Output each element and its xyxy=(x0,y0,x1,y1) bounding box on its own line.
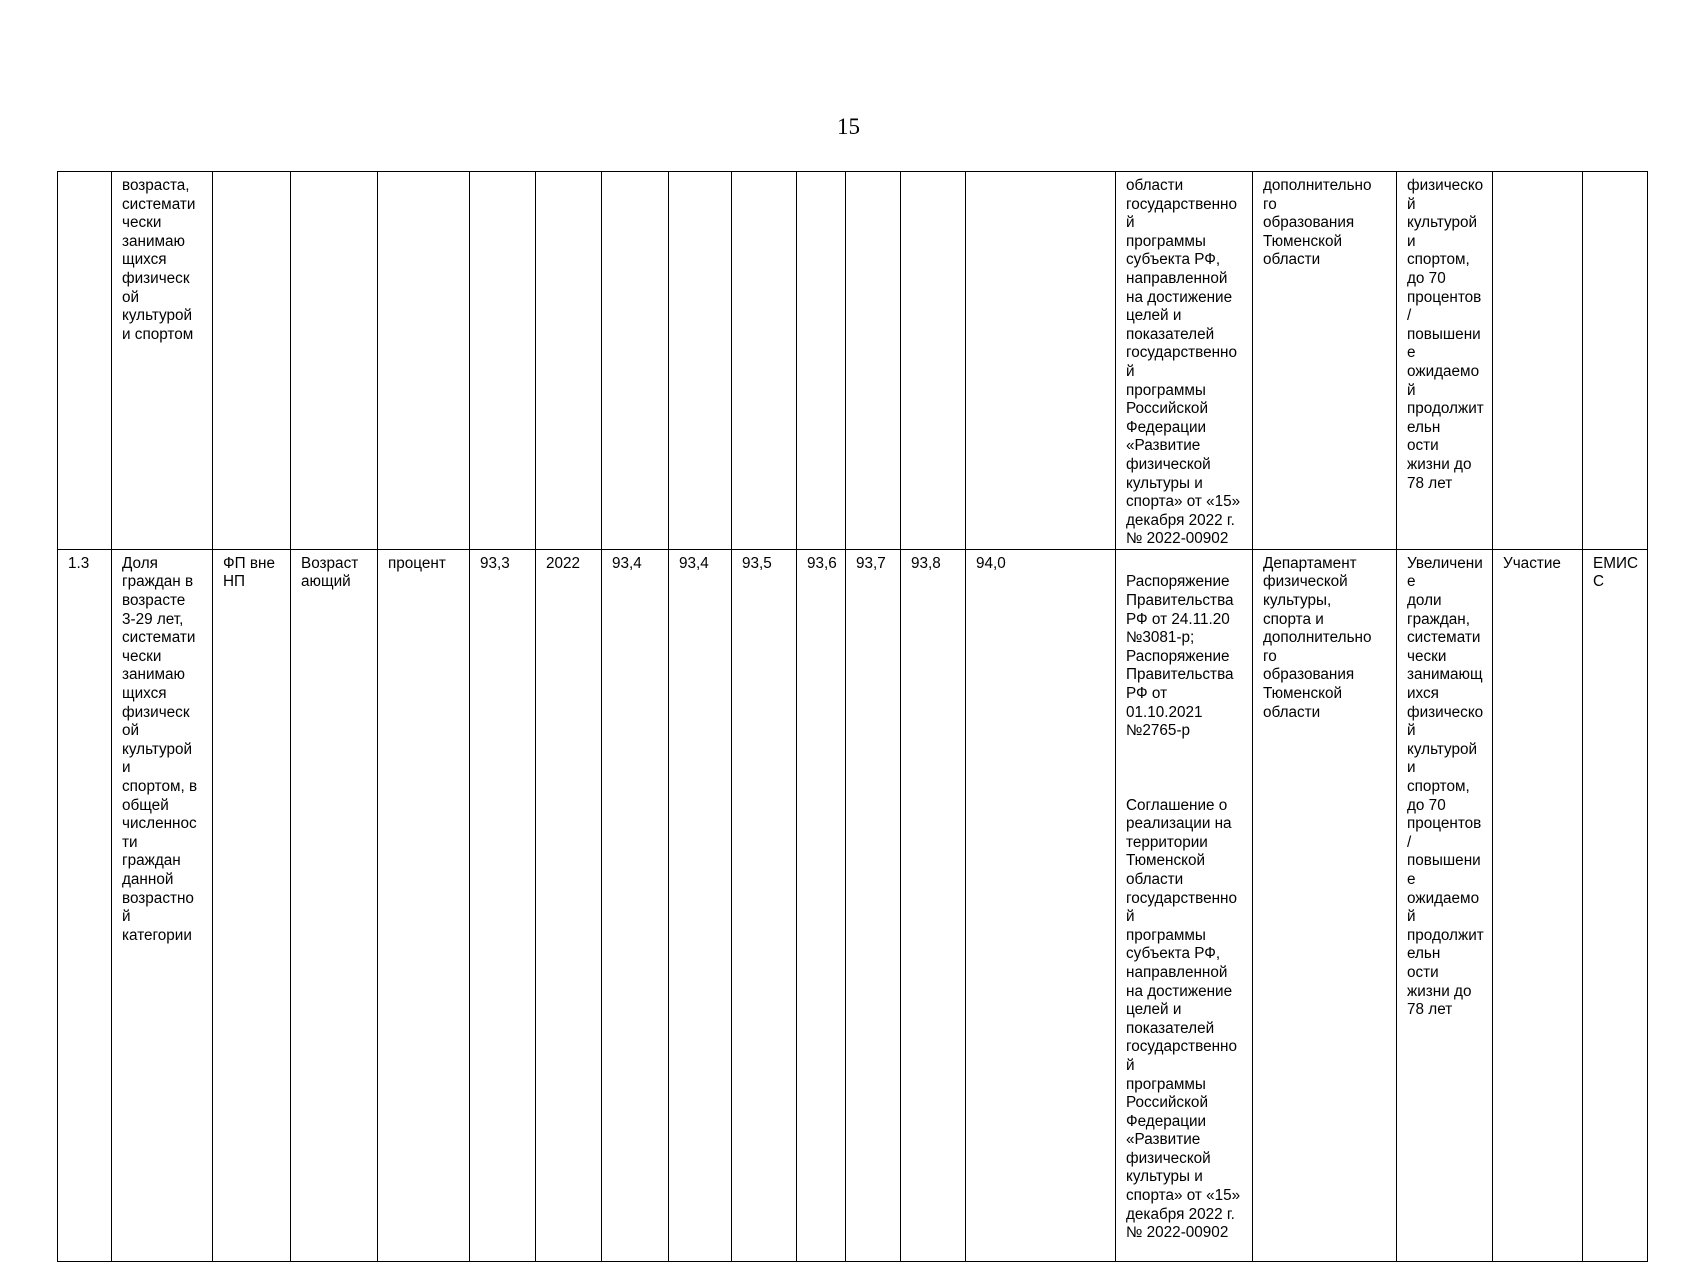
cell-goal-link: Увеличение доли граждан, систематически занимающихся физической культурой и спортом, до 70 процентов/ повышение ожидаемой продолжительн ости жизни до 78 лет xyxy=(1397,549,1493,1262)
table-row xyxy=(58,172,1648,550)
cell-basis: области государственной программы субъекта РФ, направленной на достижение целей и показателей государственной программы Российской Федерации «Развитие физической культуры и спорта» от «15» декабря 2022 г. № 2022-00902 xyxy=(1116,172,1253,550)
cell-value: 93,4 xyxy=(602,549,669,1262)
cell-responsible: дополнительно го образования Тюменской области xyxy=(1253,172,1397,550)
cell-indicator-name: Доля граждан в возрасте 3-29 лет, системати чески занимаю щихся физическ ой культурой и спортом, в общей численнос ти граждан данной возрастно й категории xyxy=(112,549,213,1262)
cell-value: 93,8 xyxy=(901,549,966,1262)
cell-value: 93,5 xyxy=(732,549,797,1262)
cell-value xyxy=(602,172,669,550)
cell-value xyxy=(966,172,1116,550)
cell-indicator-name: возраста, системати чески занимаю щихся физическ ой культурой и спортом xyxy=(112,172,213,550)
cell-level xyxy=(213,172,291,550)
cell-value: 93,4 xyxy=(669,549,732,1262)
cell-unit: процент xyxy=(378,549,470,1262)
cell-number xyxy=(58,172,112,550)
cell-goal-link: физической культурой и спортом, до 70 процентов/ повышение ожидаемой продолжительн ости жизни до 78 лет xyxy=(1397,172,1493,550)
cell-trend: Возраст ающий xyxy=(291,549,378,1262)
cell-basis xyxy=(1116,549,1253,1262)
cell-value: 93,7 xyxy=(846,549,901,1262)
cell-value: 94,0 xyxy=(966,549,1116,1262)
cell-base-value: 93,3 xyxy=(470,549,536,1262)
table-row xyxy=(58,549,1648,1262)
cell-value xyxy=(797,172,846,550)
cell-base-year xyxy=(536,172,602,550)
cell-value xyxy=(901,172,966,550)
basis-agreement: Соглашение о реализации на территории Тюменской области государственной программы субъекта РФ, направленной на достижение целей и показателей государственной программы Российской Федерации «Развитие физической культуры и спорта» от «15» декабря 2022 г. № 2022-00902 xyxy=(1126,796,1241,1242)
cell-value xyxy=(732,172,797,550)
basis-orders: Распоряжение Правительства РФ от 24.11.20 №3081-р; Распоряжение Правительства РФ от 01.10.2021 №2765-р xyxy=(1126,573,1234,740)
cell-base-value xyxy=(470,172,536,550)
cell-level: ФП вне НП xyxy=(213,549,291,1262)
page-number: 15 xyxy=(837,114,860,139)
cell-value: 93,6 xyxy=(797,549,846,1262)
cell-value xyxy=(669,172,732,550)
indicators-table xyxy=(57,171,1648,1262)
cell-participation: Участие xyxy=(1493,549,1583,1262)
cell-participation xyxy=(1493,172,1583,550)
cell-value xyxy=(846,172,901,550)
cell-info-system xyxy=(1583,172,1648,550)
cell-trend xyxy=(291,172,378,550)
cell-number: 1.3 xyxy=(58,549,112,1262)
cell-base-year: 2022 xyxy=(536,549,602,1262)
cell-responsible: Департамент физической культуры, спорта и дополнительно го образования Тюменской области xyxy=(1253,549,1397,1262)
cell-unit xyxy=(378,172,470,550)
cell-info-system: ЕМИСС xyxy=(1583,549,1648,1262)
